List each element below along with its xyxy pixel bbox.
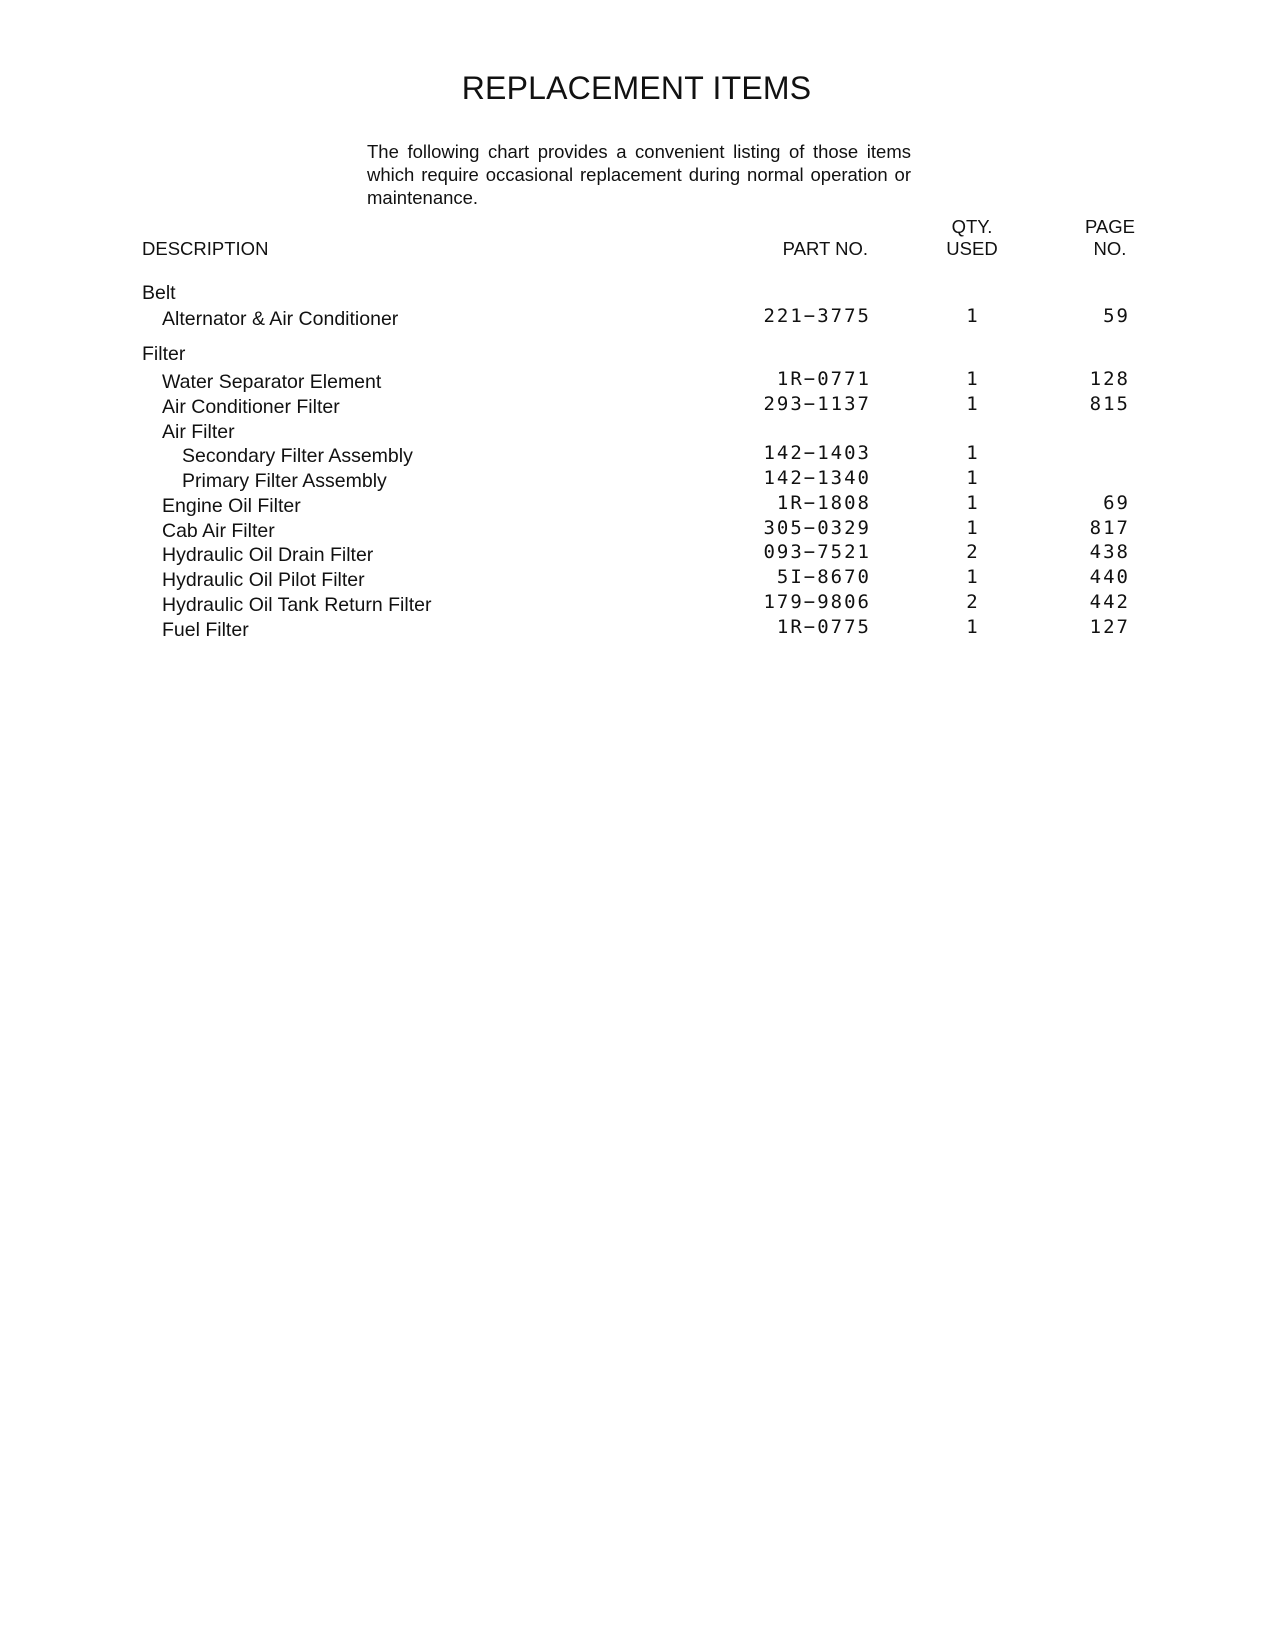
header-part-no: PART NO. <box>782 238 868 259</box>
header-qty-used <box>912 216 1032 260</box>
item-description: Air Filter <box>162 421 235 443</box>
item-description: Hydraulic Oil Tank Return Filter <box>162 594 432 616</box>
table-row <box>0 541 1273 568</box>
table-row <box>0 566 1273 593</box>
item-part-no: 093−7521 <box>763 541 871 563</box>
item-qty: 1 <box>966 616 978 638</box>
item-qty: 1 <box>966 467 978 489</box>
item-page: 59 <box>1103 305 1130 327</box>
header-page-no <box>1050 216 1170 260</box>
table-row <box>0 616 1273 643</box>
table-row <box>0 393 1273 420</box>
item-description: Cab Air Filter <box>162 520 275 542</box>
item-description: Fuel Filter <box>162 619 249 641</box>
item-part-no: 142−1403 <box>763 442 871 464</box>
item-part-no: 1R−0771 <box>776 368 871 390</box>
page-title: REPLACEMENT ITEMS <box>461 70 812 106</box>
group-heading-belt <box>0 282 1273 306</box>
item-page: 442 <box>1089 591 1130 613</box>
item-description: Water Separator Element <box>162 371 382 393</box>
table-row <box>0 305 1273 332</box>
item-part-no: 305−0329 <box>763 517 871 539</box>
item-qty: 1 <box>966 305 978 327</box>
item-qty: 1 <box>966 393 978 415</box>
item-description: Hydraulic Oil Drain Filter <box>162 544 374 566</box>
header-qty-line2: USED <box>946 238 998 259</box>
header-qty-line1: QTY. <box>951 216 993 237</box>
item-part-no: 179−9806 <box>763 591 871 613</box>
group-label: Filter <box>142 343 186 365</box>
item-qty: 1 <box>966 566 978 588</box>
item-part-no: 1R−1808 <box>776 492 871 514</box>
header-page-line1: PAGE <box>1084 216 1136 237</box>
intro-paragraph: The following chart provides a convenient listing of those items which require occasional replacement during normal operation or maintenance. <box>367 141 911 208</box>
header-page-line2: NO. <box>1093 238 1127 259</box>
item-page: 440 <box>1089 566 1130 588</box>
item-qty: 1 <box>966 517 978 539</box>
item-qty: 2 <box>966 541 978 563</box>
item-page: 817 <box>1089 517 1130 539</box>
item-qty: 1 <box>966 368 978 390</box>
item-description: Secondary Filter Assembly <box>182 445 413 467</box>
item-description: Primary Filter Assembly <box>182 470 387 492</box>
item-page: 815 <box>1089 393 1130 415</box>
item-page: 127 <box>1089 616 1130 638</box>
item-page: 69 <box>1103 492 1130 514</box>
group-heading-filter <box>0 343 1273 367</box>
item-description: Hydraulic Oil Pilot Filter <box>162 569 365 591</box>
header-description: DESCRIPTION <box>142 238 269 259</box>
table-row <box>0 492 1273 519</box>
item-part-no: 1R−0775 <box>776 616 871 638</box>
group-label: Belt <box>142 282 176 304</box>
table-row <box>0 591 1273 618</box>
table-row <box>0 368 1273 395</box>
table-row <box>0 467 1273 494</box>
item-page: 438 <box>1089 541 1130 563</box>
item-description: Air Conditioner Filter <box>162 396 340 418</box>
item-part-no: 293−1137 <box>763 393 871 415</box>
item-qty: 1 <box>966 492 978 514</box>
table-row <box>0 421 1273 445</box>
table-row <box>0 442 1273 469</box>
item-part-no: 142−1340 <box>763 467 871 489</box>
item-part-no: 221−3775 <box>763 305 871 327</box>
item-description: Alternator & Air Conditioner <box>162 308 399 330</box>
item-part-no: 5I−8670 <box>776 566 871 588</box>
item-description: Engine Oil Filter <box>162 495 301 517</box>
item-qty: 1 <box>966 442 978 464</box>
item-page: 128 <box>1089 368 1130 390</box>
item-qty: 2 <box>966 591 978 613</box>
